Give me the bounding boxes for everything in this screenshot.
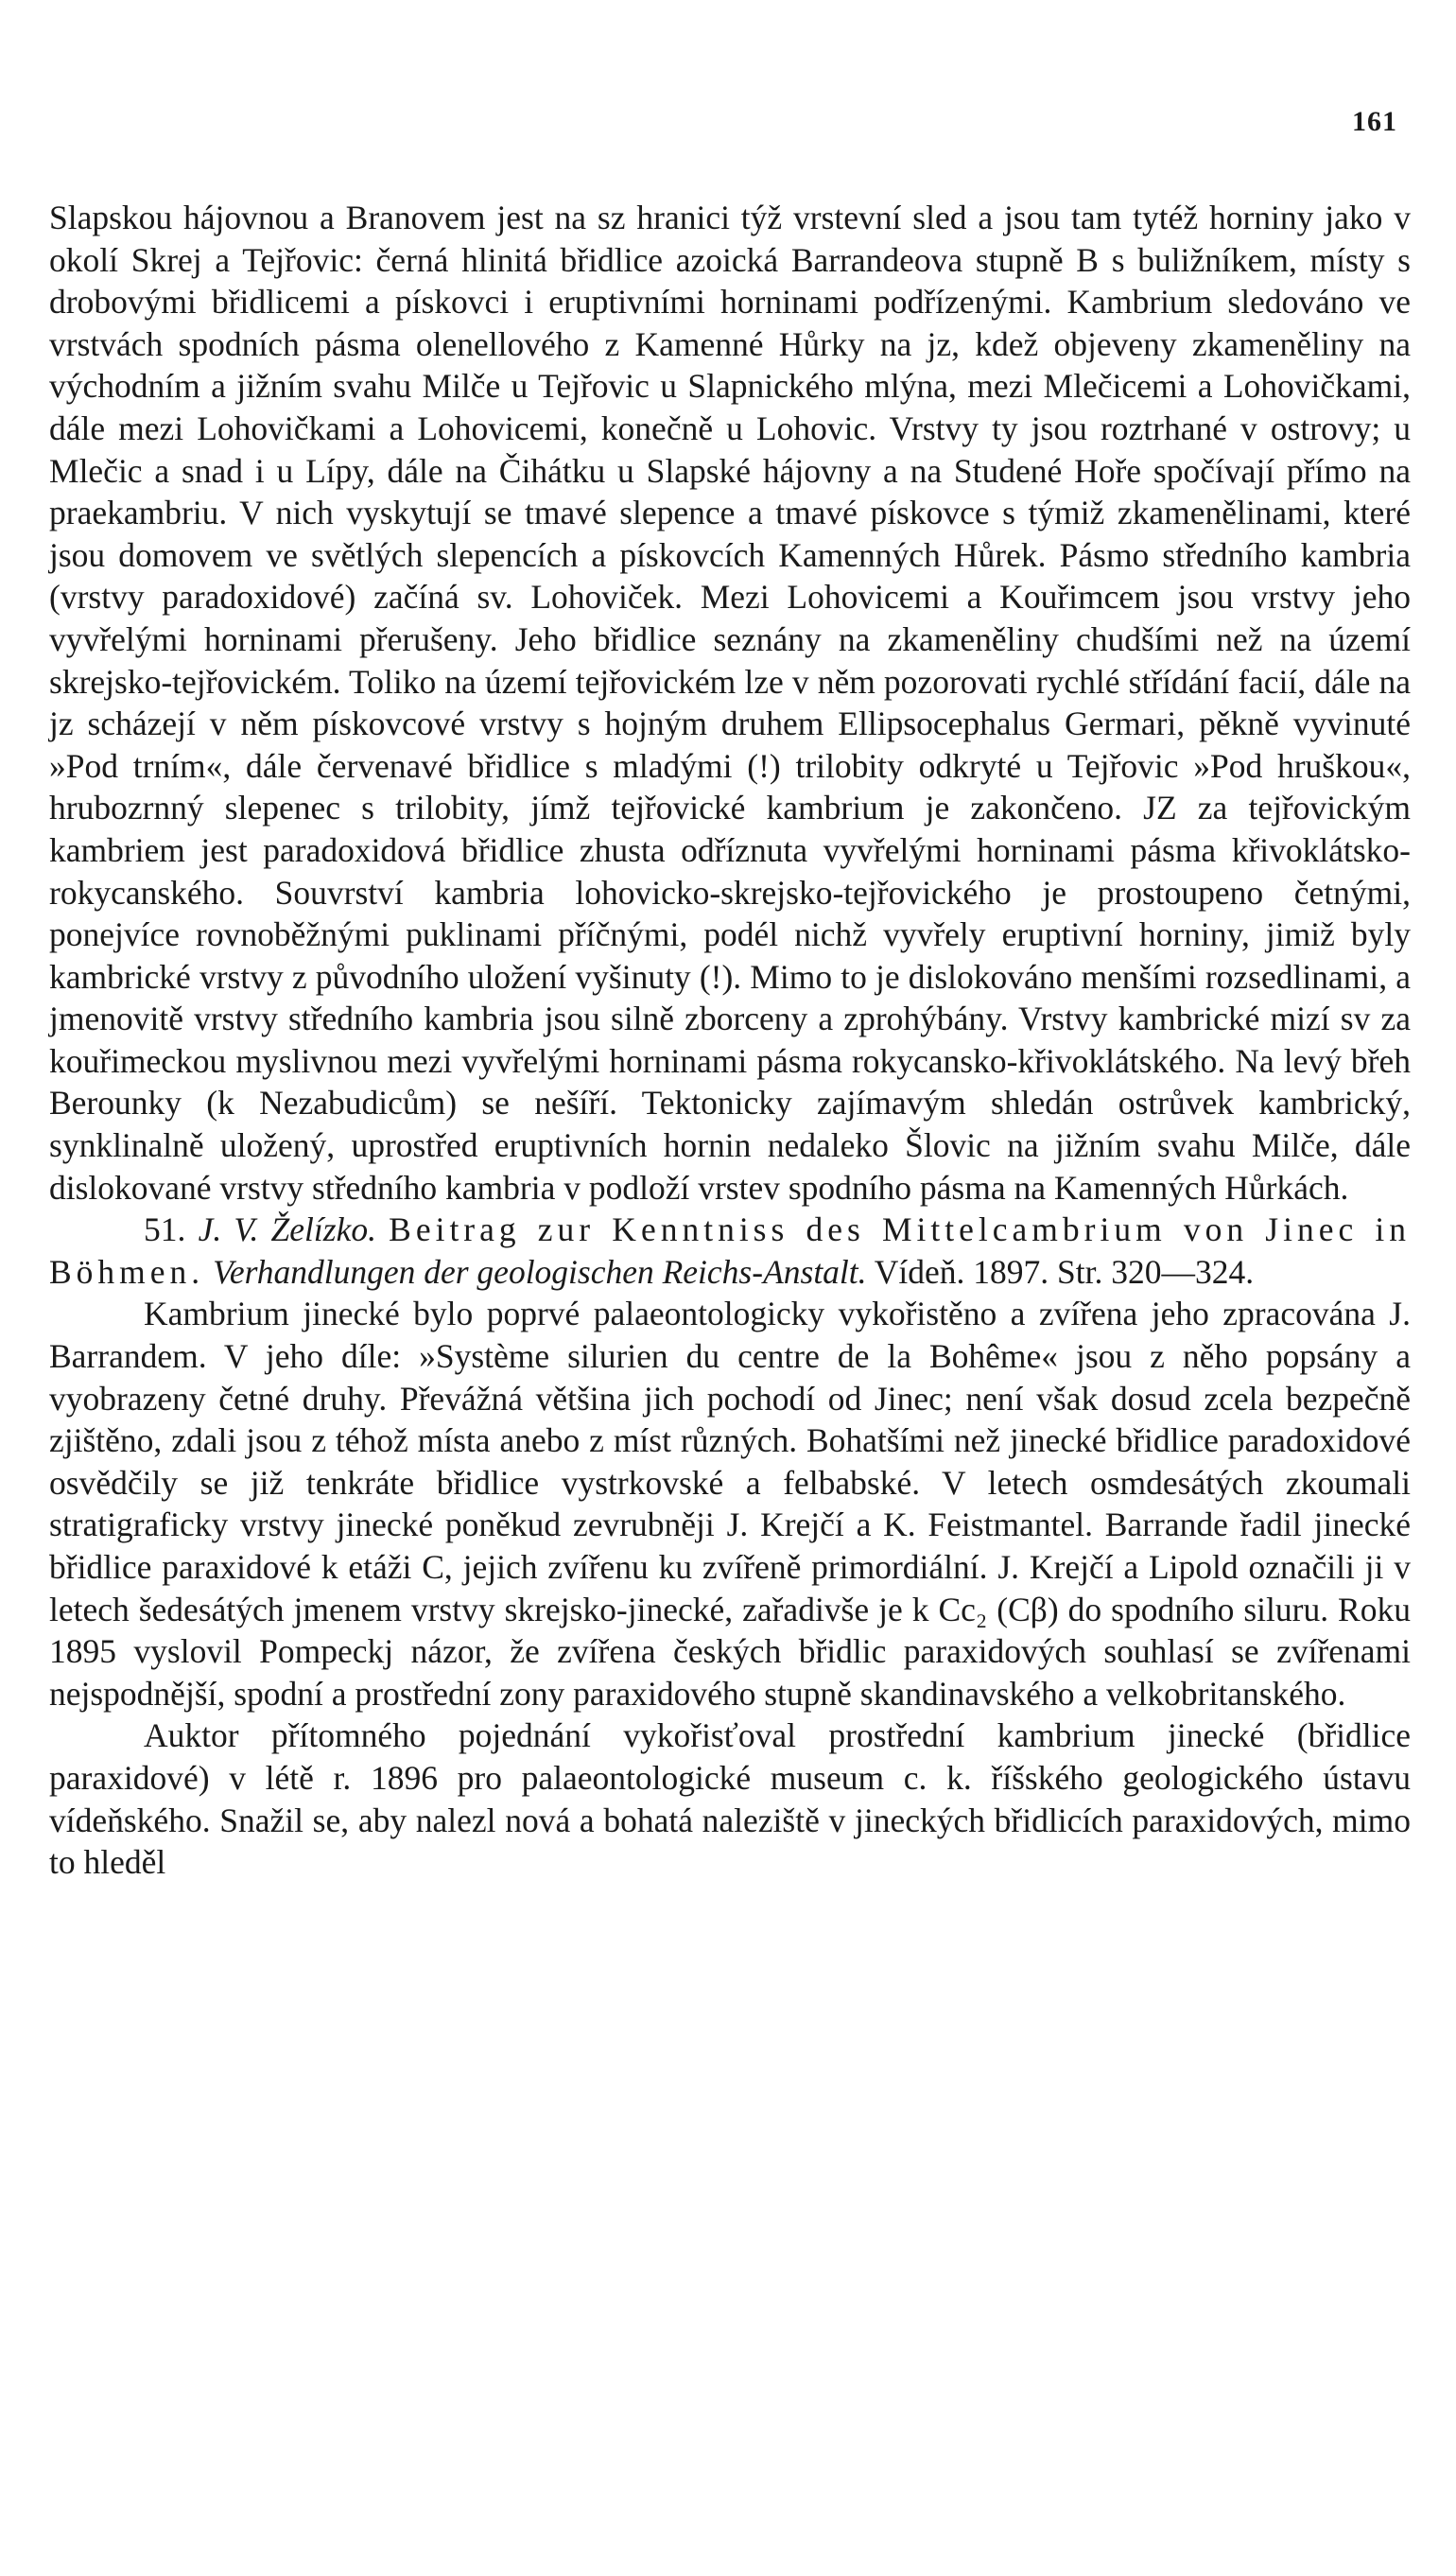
reference-source: Verhandlungen der geologischen Reichs-Anstalt. (213, 1252, 867, 1291)
paragraph: Slapskou hájovnou a Branovem jest na sz hranici týž vrstevní sled a jsou tam tytéž horniny jako v okolí Skrej a Tejřovic: černá hlinitá břidlice azoická Barrandeova stupně B s buližníkem, místy s drobovými břidlicemi a pískovci i eruptivními horninami podřízenými. Kambrium sledováno ve vrstvách spodních pásma olenellového z Kamenné Hůrky na jz, kdež objeveny zkameněliny na východním a jižním svahu Milče u Tejřovic u Slapnického mlýna, mezi Mlečicemi a Lohovičkami, dále mezi Lohovičkami a Lohovicemi, konečně u Lohovic. Vrstvy ty jsou roztrhané v ostrovy; u Mlečic a snad i u Lípy, dále na Čihátku u Slapské hájovny a na Studené Hoře spočívají přímo na praekambriu. V nich vyskytují se tmavé slepence a tmavé pískovce s týmiž zkamenělinami, které jsou domovem ve světlých slepencích a pískovcích Kamenných Hůrek. Pásmo středního kambria (vrstvy paradoxidové) začíná sv. Lohoviček. Mezi Lohovicemi a Kouřimcem jsou vrstvy jeho vyvřelými horninami přerušeny. Jeho břidlice seznány na zkameněliny chudšími než na území skrejsko-tejřovickém. Toliko na území tejřovickém lze v něm pozorovati rychlé střídání facií, dále na jz scházejí v něm pískovcové vrstvy s hojným druhem Ellipsocephalus Germari, pěkně vyvinuté »Pod trním«, dále červenavé břidlice s mladými (!) trilobity odkryté u Tejřovic »Pod hruškou«, hrubozrnný slepenec s trilobity, jímž tejřovické kambrium je zakončeno. JZ za tejřovickým kambriem jest paradoxidová břidlice zhusta odříznuta vyvřelými horninami pásma křivoklátsko-rokycanského. Souvrství kambria lohovicko-skrejsko-tejřovického je prostoupeno četnými, ponejvíce rovnoběžnými puklinami příčnými, podél nichž vyvřely eruptivní horniny, jimiž byly kambrické vrstvy z původního uložení vyšinuty (!). Mimo to je dislokováno menšími rozsedlinami, a jmenovitě vrstvy středního kambria jsou silně zborceny a zprohýbány. Vrstvy kambrické mizí sv za kouřimeckou myslivnou mezi vyvřelými horninami pásma rokycansko-křivoklátského. Na levý břeh Berounky (k Nezabudicům) se nešíří. Tektonicky zajímavým shledán ostrůvek kambrický, synklinalně uložený, uprostřed eruptivních hornin nedaleko Šlovic na jižním svahu Milče, dále dislokované vrstvy středního kambria v podloží vrstev spodního pásma na Kamenných Hůrkách. (49, 199, 1411, 1207)
paragraph: Auktor přítomného pojednání vykořisťoval prostřední kambrium jinecké (břidlice paraxidové) v létě r. 1896 pro palaeontologické museum c. k. říšského geologického ústavu vídeňského. Snažil se, aby nalezl nová a bohatá naleziště v jineckých břidlicích paraxidových, mimo to hleděl (49, 1716, 1411, 1882)
reference-author: J. V. Želízko. (198, 1210, 376, 1249)
reference-title: Beitrag zur Kenntniss des Mittelcambrium von Jinec in Böhmen. (49, 1210, 1412, 1291)
reference-details: Vídeň. 1897. Str. 320—324. (874, 1252, 1255, 1291)
page-number: 161 (1352, 106, 1397, 137)
bibliographic-reference (49, 1209, 1411, 1293)
reference-number: 51. (144, 1210, 186, 1249)
paragraph: Kambrium jinecké bylo poprvé palaeontologicky vykořistěno a zvířena jeho zpracována J. Barrandem. V jeho díle: »Système silurien du centre de la Bohême« jsou z něho popsány a vyobrazeny četné druhy. Převážná většina jich pochodí od Jinec; není však dosud zcela bezpečně zjištěno, zdali jsou z téhož místa anebo z míst různých. Bohatšími než jinecké břidlice paradoxidové osvědčily se již tenkráte břidlice vystrkovské a felbabské. V letech osmdesátých zkoumali stratigraficky vrstvy jinecké poněkud zevrubněji J. Krejčí a K. Feistmantel. Barrande řadil jinecké břidlice paraxidové k etáži C, jejich zvířenu ku zvířeně primordiální. J. Krejčí a Lipold označili ji v letech šedesátých jmenem vrstvy skrejsko-jinecké, zařadivše je k Cc₂ (Cβ) do spodního siluru. Roku 1895 vyslovil Pompeckj názor, že zvířena českých břidlic paraxidových souhlasí se zvířenami nejspodnější, spodní a prostřední zony paraxidového stupně skandinavského a velkobritanského. (49, 1295, 1411, 1713)
body-text (49, 197, 1411, 1884)
